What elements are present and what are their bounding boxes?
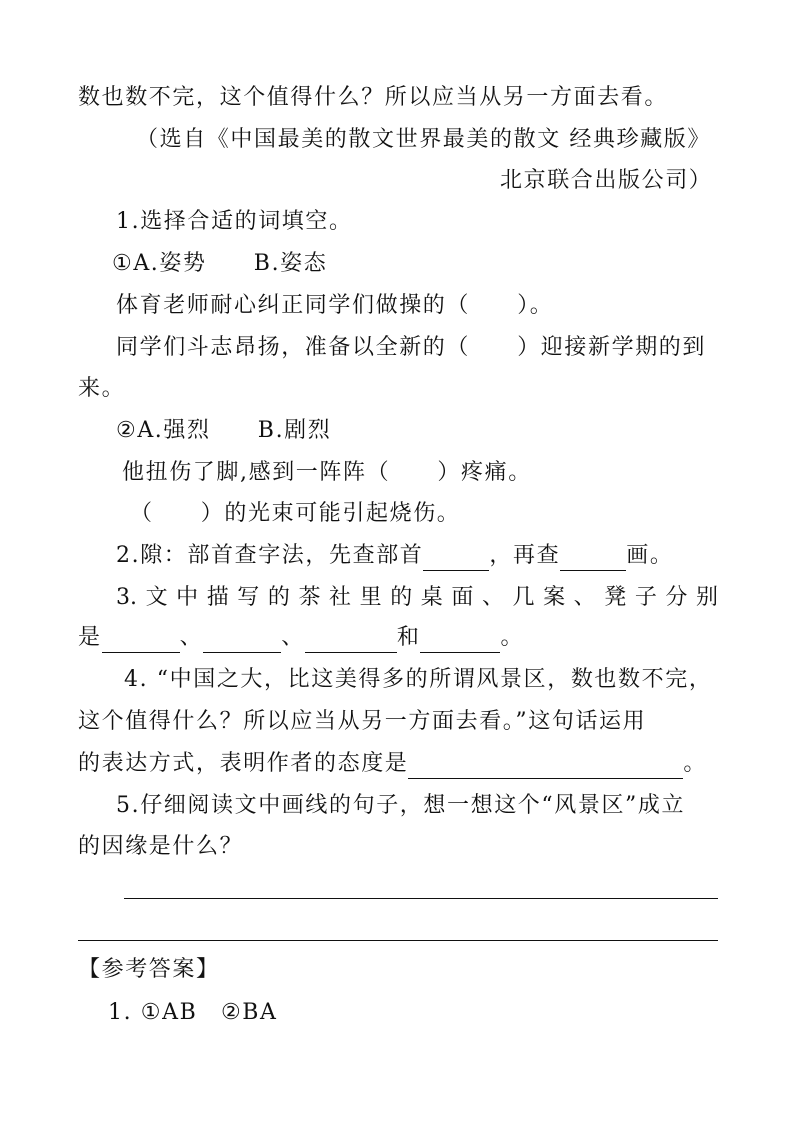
q4-text: 的表达方式，表明作者的态度是 (78, 751, 409, 776)
q3-blank-1[interactable] (102, 628, 180, 653)
q3-blank-3[interactable] (305, 628, 397, 653)
q3-blank-4[interactable] (420, 628, 500, 653)
answers-heading: 【参考答案】 (78, 957, 220, 982)
q5-answer-blank[interactable] (124, 898, 718, 899)
q3-line1: 3.文中描写的茶社里的桌面、几案、凳子分别 (116, 585, 718, 610)
section-divider (78, 940, 718, 941)
q1-title: 1.选择合适的词填空。 (116, 209, 353, 234)
q3-text-start: 是 (78, 625, 102, 650)
q1-group2-sentence1: 他扭伤了脚,感到一阵阵（ ）疼痛。 (122, 460, 532, 485)
q1-group1-sentence2: 同学们斗志昂扬，准备以全新的（ ）迎接新学期的到 (116, 335, 707, 360)
q3-sep-2: 、 (281, 625, 305, 650)
q2-text-2: ，再查 (489, 543, 561, 568)
source-line-2: 北京联合出版公司） (500, 168, 713, 193)
q1-group1-sentence1: 体育老师耐心纠正同学们做操的（ ）。 (116, 293, 554, 318)
q3-and: 和 (396, 625, 421, 650)
passage-end: 数也数不完，这个值得什么？所以应当从另一方面去看。 (78, 85, 669, 110)
q1-group2-options: ②A.强烈 B.剧烈 (116, 418, 332, 443)
q1-group1-options: ①A.姿势 B.姿态 (112, 251, 328, 276)
q3-line2 (78, 623, 524, 653)
q4-line3 (78, 749, 707, 779)
q4-line1: 4. “中国之大，比这美得多的所谓风景区，数也数不完， (124, 667, 713, 692)
q2-text-3: 画。 (626, 543, 674, 568)
q1-group1-sentence2-end: 来。 (78, 376, 126, 401)
q3-sep-1: 、 (179, 625, 204, 650)
q2-line (116, 541, 673, 571)
answer-1: 1. ①AB ②BA (108, 1000, 278, 1025)
q2-text-1: 2.隙：部首查字法，先查部首 (116, 543, 424, 568)
q4-line2: 这个值得什么？所以应当从另一方面去看。”这句话运用 (78, 709, 647, 734)
q5-line2: 的因缘是什么？ (78, 834, 244, 859)
q5-line1: 5.仔细阅读文中画线的句子，想一想这个“风景区”成立 (116, 793, 686, 818)
q2-radical-blank[interactable] (423, 546, 489, 571)
q4-blank[interactable] (408, 754, 683, 779)
q1-group2-sentence2: （ ）的光束可能引起烧伤。 (130, 501, 461, 526)
q4-end: 。 (683, 751, 708, 776)
q3-end: 。 (500, 625, 525, 650)
source-line-1: （选自《中国最美的散文世界最美的散文 经典珍藏版》 (136, 127, 711, 152)
q3-blank-2[interactable] (203, 628, 281, 653)
q2-strokes-blank[interactable] (560, 546, 626, 571)
